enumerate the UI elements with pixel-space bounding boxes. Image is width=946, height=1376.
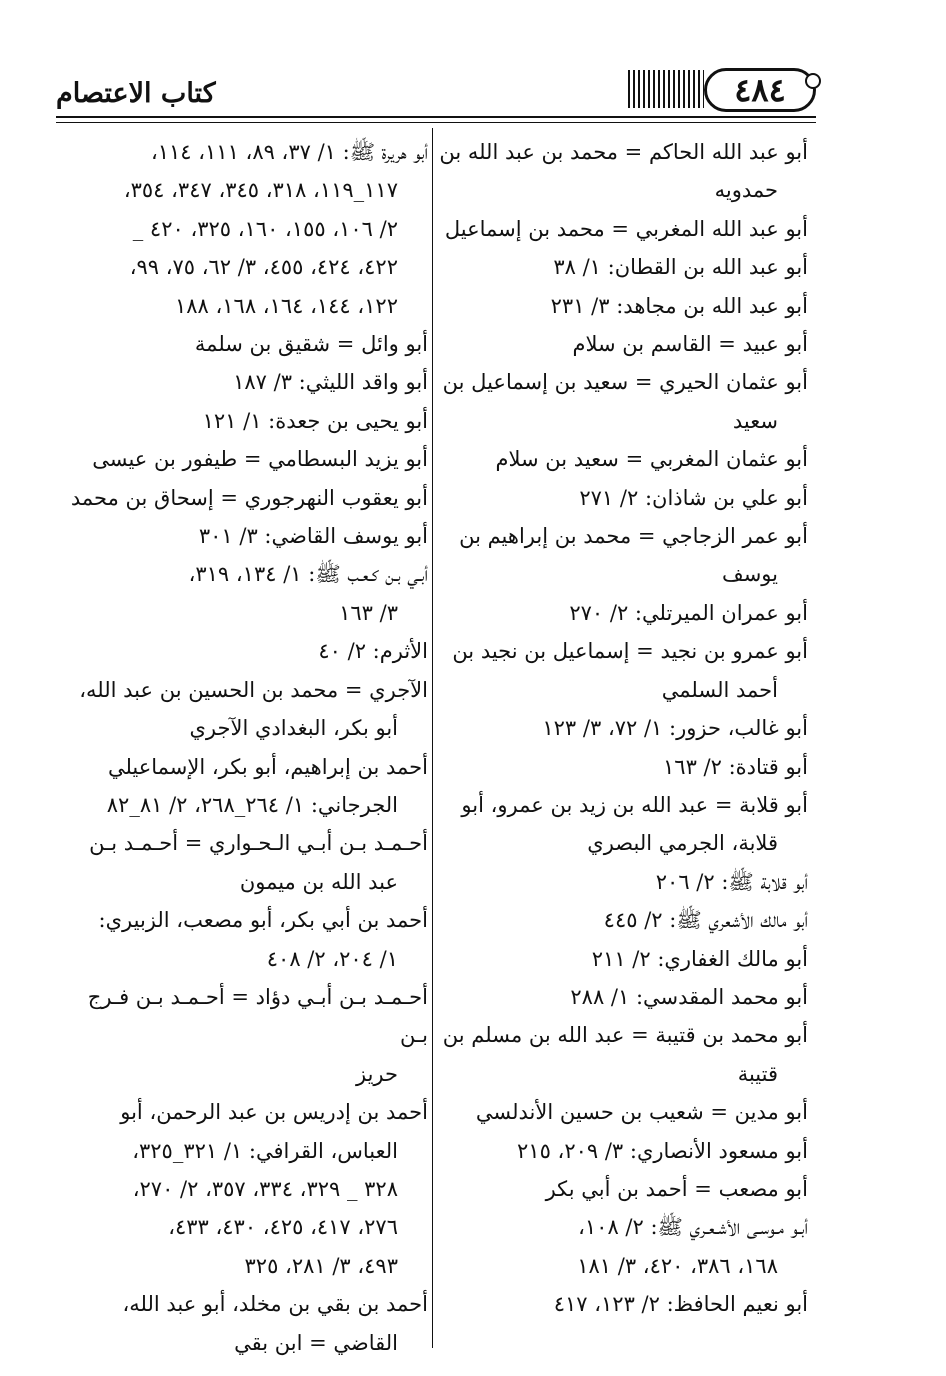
entry-line: أبو علي بن شاذان: ٢/ ٢٧١ — [579, 485, 808, 510]
entry-line: أبو وائل = شقيق بن سلمة — [194, 332, 428, 357]
header-rule — [56, 116, 816, 123]
index-entry — [436, 517, 808, 594]
entry-line: الآجري = محمد بن الحسين بن عبد الله، — [79, 677, 428, 702]
index-entry — [56, 402, 428, 440]
index-entry — [436, 325, 808, 363]
entry-line: أبو مالك الأشعري ﷺ: ٢/ ٤٤٥ — [603, 908, 808, 933]
index-entry — [56, 555, 428, 632]
index-entry — [436, 479, 808, 517]
index-entry — [436, 1016, 808, 1093]
column-divider — [432, 128, 433, 1348]
entry-line: أبو عمران الميرتلي: ٢/ ٢٧٠ — [569, 600, 808, 625]
page-header — [56, 60, 816, 120]
page-number: ٤٨٤ — [734, 71, 786, 109]
index-entry — [56, 632, 428, 670]
entry-line: أبو عثمان الحيري = سعيد بن إسماعيل بن — [442, 370, 808, 395]
index-entry — [56, 325, 428, 363]
right-column — [436, 133, 808, 1324]
index-entry — [436, 978, 808, 1016]
entry-line: أبو مدين = شعيب بن حسين الأندلسي — [475, 1100, 808, 1125]
book-title: كتاب الاعتصام — [56, 78, 216, 109]
entry-line: أبو مصعب = أحمد بن أبي بكر — [545, 1176, 808, 1201]
index-entry — [56, 363, 428, 401]
index-entry — [436, 363, 808, 440]
entry-continuation-line: ١/ ٢٠٤، ٢/ ٤٠٨ — [266, 946, 398, 971]
index-entry — [436, 1132, 808, 1170]
entry-continuation-line: ١٢٢، ١٤٤، ١٦٤، ١٦٨، ١٨٨ — [174, 293, 398, 318]
entry-continuation-line: ١١٧_١١٩، ٣١٨، ٣٤٥، ٣٤٧، ٣٥٤، — [123, 178, 398, 203]
index-entry — [436, 248, 808, 286]
entry-line: أبو يوسف القاضي: ٣/ ٣٠١ — [198, 524, 428, 549]
index-entry — [56, 978, 428, 1093]
decorative-hatch — [628, 70, 704, 108]
entry-continuation-line: سعيد — [732, 408, 778, 433]
entry-continuation-line: أبو بكر، البغدادي الآجري — [189, 716, 398, 741]
index-entry — [436, 594, 808, 632]
entry-line: أبو محمد المقدسي: ١/ ٢٨٨ — [570, 984, 808, 1009]
index-entry — [56, 1285, 428, 1362]
index-entry — [436, 863, 808, 901]
entry-continuation-line: العباس، القرافي: ١/ ٣٢١_٣٢٥، — [132, 1138, 398, 1163]
entry-line: أبو عبد الله بن مجاهد: ٣/ ٢٣١ — [550, 293, 808, 318]
index-entry — [436, 632, 808, 709]
index-entry — [56, 440, 428, 478]
entry-continuation-line: ٢٧٦، ٤١٧، ٤٢٥، ٤٣٠، ٤٣٣، — [168, 1215, 398, 1240]
entry-line: أبو عثمان المغربي = سعيد بن سلام — [495, 447, 808, 472]
index-entry — [436, 1208, 808, 1285]
entry-continuation-line: الجرجاني: ١/ ٢٦٤_٢٦٨، ٢/ ٨١_٨٢ — [106, 792, 398, 817]
left-column — [56, 133, 428, 1362]
entry-line: أبو نعيم الحافظ: ٢/ ١٢٣، ٤١٧ — [553, 1292, 808, 1317]
index-entry — [436, 901, 808, 939]
entry-continuation-line: ٢/ ١٠٦، ١٥٥، ١٦٠، ٣٢٥، ٤٢٠ _ — [132, 216, 398, 241]
index-entry — [436, 1093, 808, 1131]
entry-continuation-line: القاضي = ابن بقي — [234, 1330, 398, 1355]
index-entry — [436, 748, 808, 786]
entry-line: أبو قلابة = عبد الله بن زيد بن عمرو، أبو — [461, 792, 808, 817]
entry-line: أبو غالب، حزور: ١/ ٧٢، ٣/ ١٢٣ — [542, 716, 808, 741]
entry-continuation-line: ١٦٨، ٣٨٦، ٤٢٠، ٣/ ١٨١ — [577, 1253, 778, 1278]
index-entry — [436, 1285, 808, 1323]
entry-line: أبو عبد الله الحاكم = محمد بن عبد الله بن — [439, 140, 808, 164]
index-entry — [56, 133, 428, 325]
index-entry — [436, 440, 808, 478]
entry-line: أبو مسعود الأنصاري: ٣/ ٢٠٩، ٢١٥ — [517, 1138, 808, 1163]
entry-continuation-line: حمدويه — [714, 178, 778, 203]
entry-continuation-line: قتيبة — [737, 1061, 778, 1086]
entry-line: أبو قلابة ﷺ: ٢/ ٢٠٦ — [655, 869, 808, 894]
index-entry — [56, 671, 428, 748]
entry-continuation-line: ٣٢٨ _ ٣٢٩، ٣٣٤، ٣٥٧، ٢/ ٢٧٠، — [132, 1176, 398, 1201]
entry-continuation-line: أحمد السلمي — [661, 677, 778, 702]
entry-line: أحمد بن إبراهيم، أبو بكر، الإسماعيلي — [107, 754, 428, 779]
entry-continuation-line: حريز — [356, 1061, 398, 1086]
entry-continuation-line: ٤٢٢، ٤٢٤، ٤٥٥، ٣/ ٦٢، ٧٥، ٩٩، — [129, 255, 398, 280]
entry-line: أبو يحيى بن جعدة: ١/ ١٢١ — [202, 408, 428, 433]
index-entry — [436, 133, 808, 210]
index-entry — [56, 479, 428, 517]
entry-line: أبو مالك الغفاري: ٢/ ٢١١ — [591, 946, 808, 971]
entry-line: أبـو مـوسـى الأشـعـري ﷺ: ٢/ ١٠٨، — [578, 1215, 808, 1240]
entry-line: أبو عبيد = القاسم بن سلام — [572, 332, 808, 357]
index-entry — [436, 940, 808, 978]
entry-line: أحمد بن بقي بن مخلد، أبو عبد الله، — [122, 1292, 428, 1317]
entry-line: أحمد بن إدريس بن عبد الرحمن، أبو — [120, 1100, 428, 1125]
entry-line: أحمد بن أبي بكر، أبو مصعب، الزبيري: — [98, 908, 428, 933]
entry-line: أبو عبد الله المغربي = محمد بن إسماعيل — [444, 216, 808, 241]
index-entry — [56, 517, 428, 555]
entry-line: أبو عبد الله بن القطان: ١/ ٣٨ — [553, 255, 808, 280]
entry-line: أبو محمد بن قتيبة = عبد الله بن مسلم بن — [442, 1023, 808, 1048]
index-entry — [436, 709, 808, 747]
decorative-dot — [805, 73, 821, 89]
index-entry — [436, 1170, 808, 1208]
entry-line: أبو يزيد البسطامي = طيفور بن عيسى — [92, 447, 428, 472]
entry-line: أبو هريرة ﷺ: ١/ ٣٧، ٨٩، ١١١، ١١٤، — [150, 140, 428, 164]
entry-continuation-line: ٤٩٣، ٣/ ٢٨١، ٣٢٥ — [244, 1253, 398, 1278]
index-entry — [56, 748, 428, 825]
entry-line: أحـمـد بـن أبـي الـحـواري = أحـمـد بـن — [89, 831, 428, 856]
page-number-badge — [704, 68, 816, 112]
index-entry — [436, 287, 808, 325]
index-entry — [56, 901, 428, 978]
entry-line: أبو واقد الليثي: ٣/ ١٨٧ — [233, 370, 428, 395]
index-entry — [56, 824, 428, 901]
entry-line: أبو عمرو بن نجيد = إسماعيل بن نجيد بن — [452, 639, 808, 664]
entry-line: أبو قتادة: ٢/ ١٦٣ — [663, 754, 808, 779]
index-entry — [56, 1093, 428, 1285]
entry-continuation-line: يوسف — [721, 562, 778, 587]
entry-continuation-line: قلابة، الجرمي البصري — [587, 831, 778, 856]
index-entry — [436, 786, 808, 863]
entry-line: أحـمـد بـن أبـي دؤاد = أحـمـد بـن فـرج بـن — [87, 984, 428, 1048]
entry-continuation-line: ٣/ ١٦٣ — [339, 600, 398, 625]
entry-continuation-line: عبد الله بن ميمون — [239, 869, 398, 894]
entry-line: أبو يعقوب النهرجوري = إسحاق بن محمد — [70, 485, 428, 510]
index-entry — [436, 210, 808, 248]
entry-line: الأثرم: ٢/ ٤٠ — [318, 639, 428, 664]
entry-line: أبو عمر الزجاجي = محمد بن إبراهيم بن — [459, 524, 808, 549]
entry-line: أبـي بـن كـعـب ﷺ: ١/ ١٣٤، ٣١٩، — [188, 562, 428, 587]
